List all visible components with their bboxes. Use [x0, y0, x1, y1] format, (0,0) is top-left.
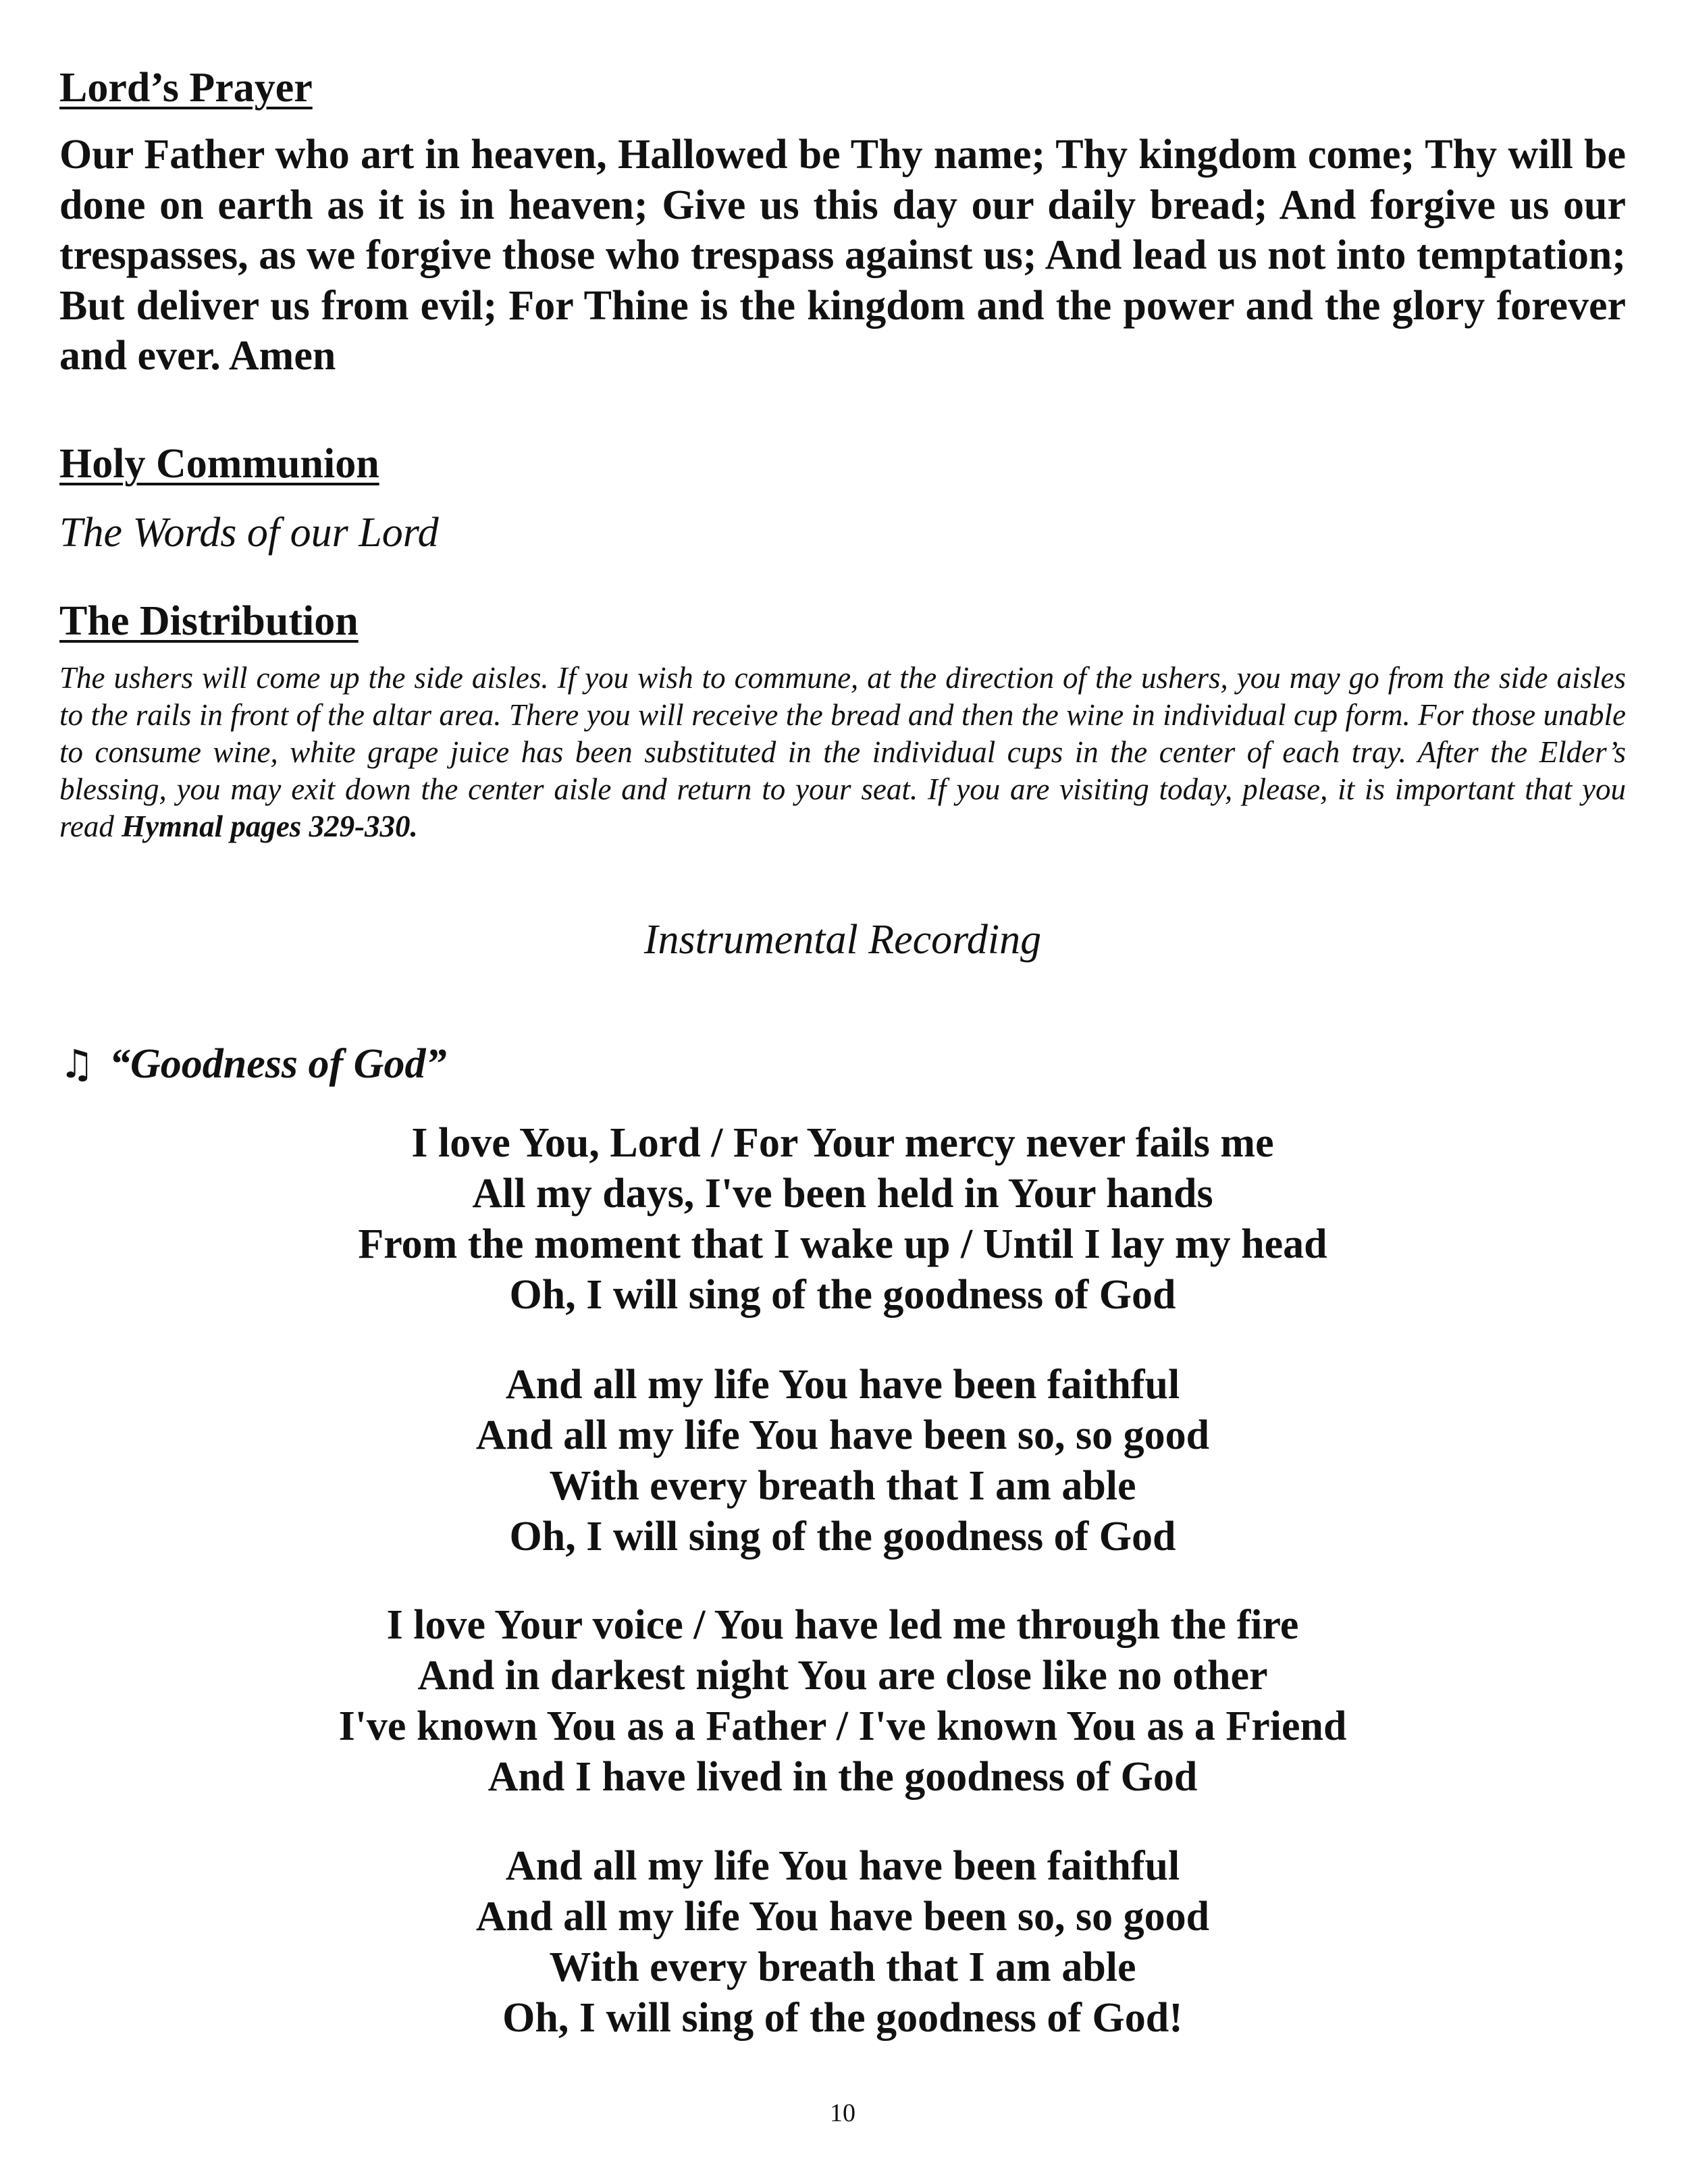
- verse-line: And all my life You have been so, so good: [475, 1894, 1210, 1940]
- distribution-instructions: [59, 660, 1626, 845]
- verse-line: And I have lived in the goodness of God: [487, 1754, 1198, 1800]
- verse-line: And all my life You have been faithful: [505, 1362, 1180, 1408]
- verse-line: With every breath that I am able: [549, 1944, 1136, 1990]
- distribution-heading: The Distribution: [59, 598, 359, 644]
- verse-line: With every breath that I am able: [549, 1463, 1136, 1509]
- song-verse-3: [59, 1600, 1626, 1803]
- song-verse-2: [59, 1360, 1626, 1562]
- lords-prayer-text: Our Father who art in heaven, Hallowed be Thy name; Thy kingdom come; Thy will be done on earth as it is in heaven; Give us this day our daily bread; And forgive us our trespasses, as we forgive those who trespass against us; And lead us not into temptation; But deliver us from evil; For Thine is the kingdom and the power and the glory forever and ever. Amen: [59, 132, 1626, 379]
- verse-line: From the moment that I wake up / Until I lay my head: [358, 1221, 1327, 1267]
- verse-line: All my days, I've been held in Your hands: [472, 1171, 1213, 1217]
- song-title-text: “Goodness of God”: [109, 1041, 447, 1087]
- bulletin-page: [59, 0, 1626, 2184]
- verse-line: And in darkest night You are close like no other: [417, 1653, 1268, 1699]
- page-number: 10: [830, 2099, 855, 2127]
- song-verse-4: [59, 1841, 1626, 2044]
- verse-line: Oh, I will sing of the goodness of God: [509, 1272, 1176, 1318]
- music-note-icon: ♫: [59, 1041, 95, 1087]
- song-title: [59, 1040, 446, 1088]
- words-of-our-lord-subtitle: The Words of our Lord: [59, 510, 439, 556]
- verse-line: I love You, Lord / For Your mercy never fails me: [411, 1120, 1274, 1166]
- verse-line: Oh, I will sing of the goodness of God: [509, 1514, 1176, 1560]
- hymnal-reference: Hymnal pages 329-330.: [122, 809, 418, 843]
- verse-line: And all my life You have been so, so good: [475, 1412, 1210, 1458]
- instrumental-recording-label: Instrumental Recording: [643, 917, 1042, 963]
- holy-communion-heading: Holy Communion: [59, 441, 379, 487]
- verse-line: I've known You as a Father / I've known You as a Friend: [338, 1703, 1347, 1749]
- verse-line: I love Your voice / You have led me through the fire: [386, 1602, 1299, 1648]
- verse-line: Oh, I will sing of the goodness of God!: [502, 1995, 1183, 2041]
- lords-prayer-heading: Lord’s Prayer: [59, 65, 313, 111]
- distribution-instructions-text: The ushers will come up the side aisles. If you wish to commune, at the direction of the ushers, you may go from the side aisles to the rails in front of the altar area. There you will receive the bread and then the wine in individual cup form. For those unable to consume wine, white grape juice has been substituted in the individual cups in the center of each tray. After the Elder’s blessing, you may exit down the center aisle and return to your seat. If you are visiting today, please, it is important that you read: [59, 661, 1626, 843]
- verse-line: And all my life You have been faithful: [505, 1843, 1180, 1889]
- song-verse-1: [59, 1118, 1626, 1321]
